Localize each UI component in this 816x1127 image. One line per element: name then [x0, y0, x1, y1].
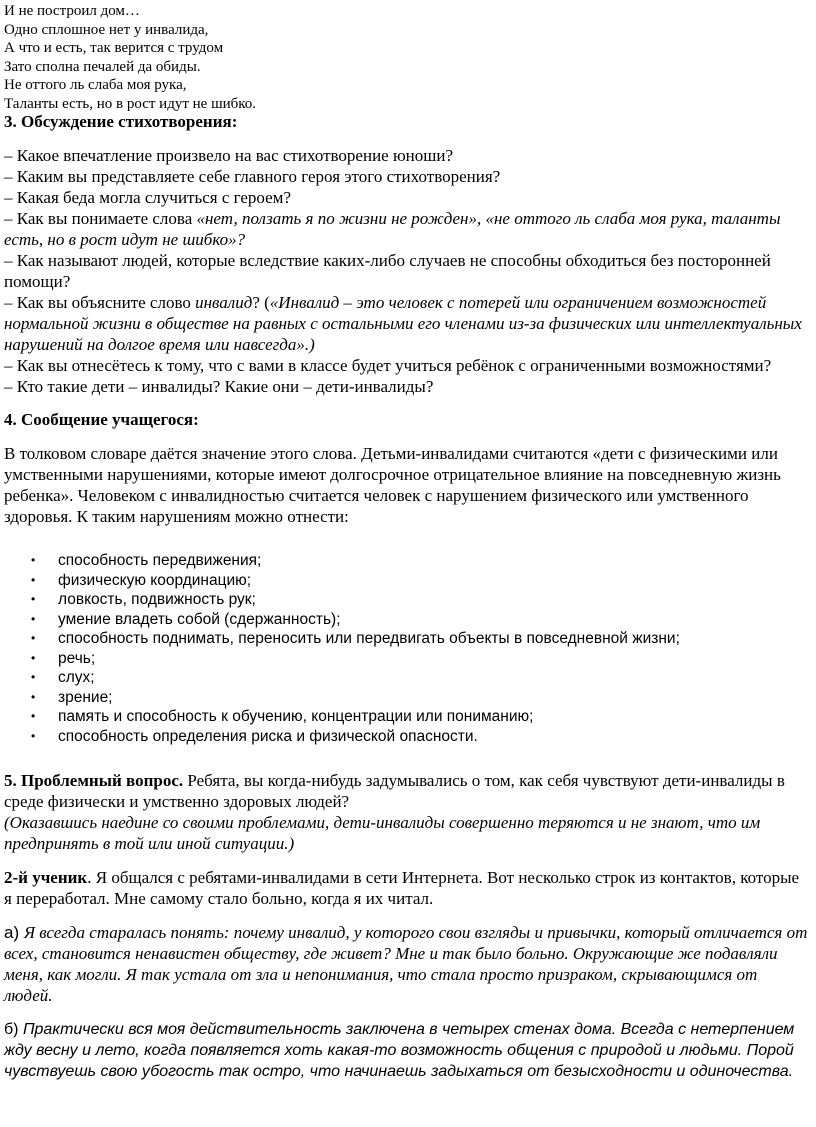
bullet-icon: • [31, 592, 36, 606]
bullet-icon: • [31, 728, 36, 743]
bullet-icon: • [31, 631, 36, 645]
list-item-text: умение владеть собой (сдержанность); [58, 610, 341, 628]
list-item-text: способность поднимать, переносить или передвигать объекты в повседневной жизни; [58, 630, 680, 647]
bullet-icon: • [31, 611, 36, 626]
quote-text: Практически вся моя действительность заключена в четырех стенах дома. Всегда с нетерпением жду весну и лето, когда появляется хоть какая-то возможность общения с природой и людьми. Порой чувствуешь свою убогость так остро, что начинаешь задыхаться от безысходности и одиночества. [4, 1021, 795, 1080]
speaker-label: 2-й ученик [4, 868, 88, 887]
section-3-heading: 3. Обсуждение стихотворения: [4, 112, 238, 131]
student-report [4, 443, 808, 527]
quote-b [4, 1019, 808, 1082]
list-item [4, 649, 808, 669]
question-text: – Как вы объясните слово [4, 293, 196, 312]
paragraph [4, 1019, 808, 1082]
list-item [4, 707, 808, 727]
list-item-text: речь; [58, 649, 96, 667]
impairment-list [4, 551, 808, 746]
list-item-text: способность определения риска и физической опасности. [58, 727, 478, 745]
question [4, 292, 808, 355]
item-label: а) [4, 923, 24, 942]
quote-text: Я всегда старалась понять: почему инвалид, у которого свои взгляды и привычки, который отличается от всех, становится ненавистен обществу, где живет? Мне и так было больно. Окружающие же подавляли меня, как могли. Я так устала от зла и непонимания, что стала просто призраком, скрывающимся от людей. [4, 923, 808, 1005]
list-item [4, 727, 808, 747]
quote-a [4, 922, 808, 1006]
list-item [4, 668, 808, 688]
list-item-text: способность передвижения; [58, 552, 262, 569]
poem-line: Таланты есть, но в рост идут не шибко. [4, 95, 257, 112]
second-student [4, 867, 808, 909]
paragraph [4, 922, 808, 1006]
poem-line: Не оттого ль слаба моя рука, [4, 77, 187, 93]
bullet-icon: • [31, 650, 36, 665]
question: – Кто такие дети – инвалиды? Какие они – дети-инвалиды? [4, 377, 434, 396]
question: – Какое впечатление произвело на вас стихотворение юноши? [4, 146, 453, 165]
problem-question [4, 770, 808, 854]
poem [4, 0, 808, 113]
bullet-icon: • [31, 689, 36, 704]
list-item [4, 688, 808, 708]
list-item-text: слух; [58, 669, 95, 686]
note-text: (Оказавшись наедине со своими проблемами, дети-инвалиды совершенно теряются и не знают, что им предпринять в той или иной ситуации.) [4, 813, 761, 853]
list-item [4, 571, 808, 591]
poem-line: Одно сплошное нет у инвалида, [4, 21, 209, 38]
section-5-heading: 5. Проблемный вопрос. [4, 771, 184, 790]
paragraph-text: Ребята, вы когда-нибудь задумывались о том, как себя чувствуют дети-инвалиды в среде физически и умственно здоровых людей? [4, 771, 785, 811]
bullet-icon: • [31, 553, 36, 567]
question: – Какая беда могла случиться с героем? [4, 188, 291, 207]
bullet-icon: • [31, 709, 36, 723]
list-item [4, 629, 808, 649]
section-4-heading: 4. Сообщение учащегося: [4, 410, 199, 429]
list-item-text: ловкость, подвижность рук; [58, 591, 256, 608]
discussion-questions [4, 145, 808, 397]
question: – Как вы отнесётесь к тому, что с вами в классе будет учиться ребёнок с ограниченными возможностями? [4, 356, 772, 375]
document-page [4, 0, 808, 1082]
poem-line: Зато сполна печалей да обиды. [4, 58, 201, 75]
paragraph-text: . Я общался с ребятами-инвалидами в сети Интернета. Вот несколько строк из контактов, которые я переработал. Мне самому стало больно, когда я их читал. [4, 868, 800, 908]
paragraph: В толковом словаре даётся значение этого слова. Детьми-инвалидами считаются «дети с физическими или умственными нарушениями, которые имеют долгосрочное отрицательное влияние на повседневную жизнь ребенка». Человеком с инвалидностью считается человек с нарушением физического или умственного здоровья. К таким нарушениям можно отнести: [4, 444, 781, 526]
list-item-text: память и способность к обучению, концентрации или пониманию; [58, 708, 534, 725]
poem-line: И не построил дом… [4, 3, 140, 19]
list-item [4, 551, 808, 571]
question: – Как называют людей, которые вследствие каких-либо случаев не способны обходиться без посторонней помощи? [4, 251, 771, 291]
paragraph [4, 770, 808, 812]
question [4, 208, 808, 250]
list-item-text: зрение; [58, 688, 113, 706]
question-text: – Как вы понимаете слова [4, 209, 197, 228]
list-item-text: физическую координацию; [58, 571, 252, 589]
list-item [4, 610, 808, 630]
term: инвалид [195, 293, 253, 312]
definition: «Инвалид – это человек с потерей или ограничением возможностей нормальной жизни в обществе на равных с остальными его членами из-за физических или интеллектуальных нарушений на долгое время или навсегда».) [4, 293, 802, 354]
note [4, 812, 808, 854]
poem-line: А что и есть, так верится с трудом [4, 40, 224, 56]
question: – Каким вы представляете себе главного героя этого стихотворения? [4, 167, 501, 186]
list-item [4, 590, 808, 610]
question-text: ? ( [252, 293, 270, 312]
bullet-icon: • [31, 572, 36, 587]
bullet-icon: • [31, 670, 36, 684]
item-label: б) [4, 1021, 23, 1038]
quote: «нет, ползать я по жизни не рожден», «не оттого ль слаба моя рука, таланты есть, но в рост идут не шибко»? [4, 209, 781, 249]
paragraph [4, 867, 808, 909]
